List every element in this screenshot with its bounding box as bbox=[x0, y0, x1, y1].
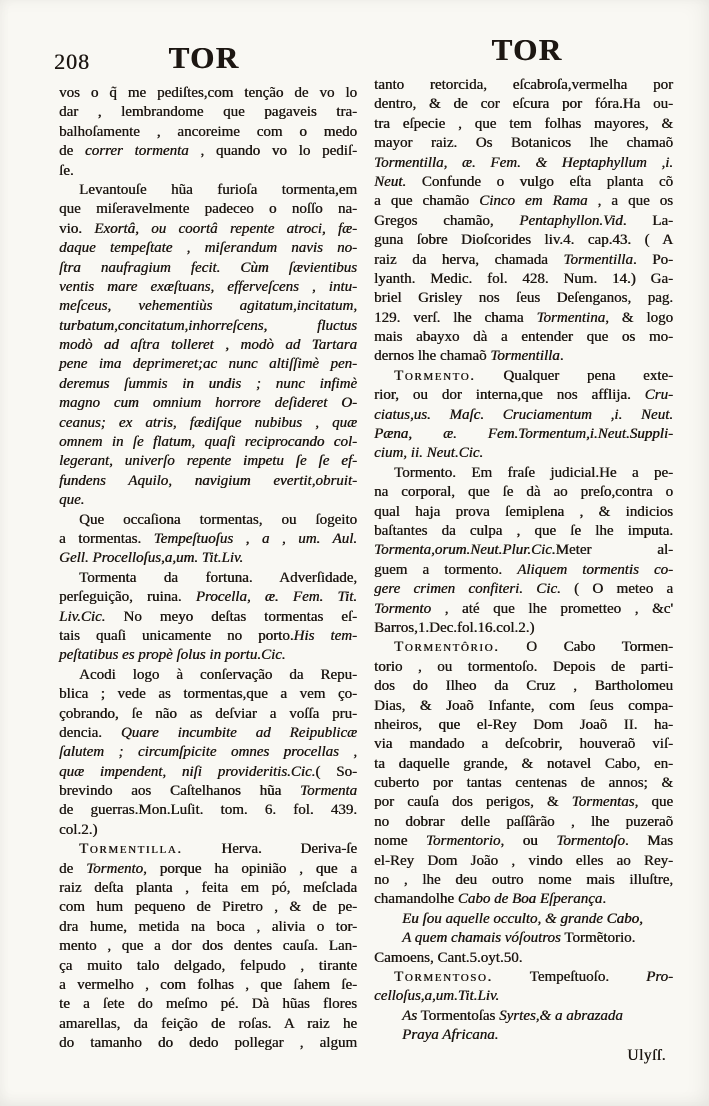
text-line: tra eſpecie , que tem folhas mayores, & bbox=[374, 115, 673, 132]
text-line: deremus ſummis in undis ; nunc infimè bbox=[59, 375, 357, 392]
text-line: a tormentas. Tempeſtuoſus , a , um. Aul. bbox=[59, 530, 357, 547]
text-line: mayor raiz. Os Botanicos lhe chamaõ bbox=[374, 135, 673, 152]
text-line: cium, ii. Neut.Cic. bbox=[374, 445, 484, 462]
text-line: turbatum,concitatum,inhorreſcens, fluctus bbox=[59, 317, 357, 334]
running-title-left: TOR bbox=[168, 40, 240, 75]
text-line: guem a tormento. Aliquem tormentis co- bbox=[374, 561, 674, 578]
column-left bbox=[59, 84, 357, 1054]
text-line: Dias, & Joaõ Infante, com ſeus compa- bbox=[374, 697, 673, 714]
text-line: ventis mare exæſtuans, efferveſcens , intu- bbox=[59, 278, 357, 295]
text-line: legerant, univerſo repente impetu ſe ſe ef- bbox=[59, 453, 357, 470]
text-line: chamandolhe Cabo de Boa Eſperança. bbox=[374, 891, 607, 908]
text-line: amarellas, da feição de roſas. A raiz he bbox=[59, 1015, 357, 1032]
text-line: Pæna, æ. Fem.Tormentum,i.Neut.Suppli- bbox=[374, 426, 673, 443]
text-line: brevindo aos Caſtelhanos hũa Tormenta bbox=[59, 783, 357, 800]
text-line: fundens Aquilo, navigium evertit,obruit- bbox=[59, 472, 357, 489]
text-line: dencia. Quare incumbite ad Reipublicæ bbox=[59, 724, 357, 741]
text-line: Neut. Confunde o vulgo eſta planta cõ bbox=[374, 173, 673, 190]
text-line: briel Grisley nos ſeus Deſenganos, pag. bbox=[374, 290, 673, 307]
text-line: Eu ſou aquelle occulto, & grande Cabo, bbox=[402, 910, 643, 927]
text-line: ta daquelle grande, & notavel Cabo, en- bbox=[374, 755, 673, 772]
text-line: daque tempeſtate , miſerandum navis no- bbox=[59, 240, 357, 257]
text-line: de correr tormenta , quando vo lo pediſ- bbox=[59, 143, 357, 160]
text-line: Levantouſe hũa furioſa tormenta,em bbox=[79, 181, 357, 198]
text-line: lyanth. Medic. fol. 428. Num. 14.) Ga- bbox=[374, 270, 673, 287]
text-line: baſtantes da culpa , que ſe lhe imputa. bbox=[374, 522, 673, 539]
text-line: Tormenta,orum.Neut.Plur.Cic.Meter al- bbox=[374, 542, 673, 559]
text-line: rior, ou dor interna,que nos afflija. Cru- bbox=[374, 387, 673, 404]
text-line: Acodi logo à conſervação da Repu- bbox=[79, 666, 357, 683]
text-line: Liv.Cic. No meyo deſtas tormentas eſ- bbox=[59, 608, 357, 625]
text-line: Barros,1.Dec.fol.16.col.2.) bbox=[374, 619, 535, 636]
text-line: Gregos chamão, Pentaphyllon.Vid. La- bbox=[374, 212, 673, 229]
text-line: via mandado a deſcobrir, houveraõ viſ- bbox=[374, 736, 673, 753]
text-line: Tormentilla, æ. Fem. & Heptaphyllum ,i. bbox=[374, 154, 673, 171]
text-line: qual haja prova ſemiplena , & indicios bbox=[374, 503, 673, 520]
text-line: mais abayxo dà a entender que os mo- bbox=[374, 329, 673, 346]
text-line: gere crimen confiteri. Cic. ( O meteo a bbox=[374, 581, 674, 598]
text-line: celloſus,a,um.Tit.Liv. bbox=[374, 988, 500, 1005]
text-line: dernos lhe chamaõ Tormentilla. bbox=[374, 348, 564, 365]
text-line: blica ; vede as tormentas,que a vem ço- bbox=[59, 686, 357, 703]
entry-headword: Tormentôrio. bbox=[394, 639, 500, 656]
text-line: vos o q̃ me pediſtes,com tenção de vo lo bbox=[59, 85, 357, 101]
text-line: vio. Exortâ, ou coortâ repente atroci, fæ- bbox=[59, 220, 358, 237]
text-line: Tormentôrio. O Cabo Tormen- bbox=[394, 639, 673, 656]
text-line: Tormento. Qualquer pena exte- bbox=[394, 367, 673, 384]
text-line: ceanus; ex atris, fædiſque nubibus , quæ bbox=[59, 414, 357, 431]
text-line: quæ impendent, niſi provideritis.Cic.( So- bbox=[59, 763, 357, 780]
text-line: a vermelho , com folhas , que ſahem ſe- bbox=[59, 976, 357, 993]
entry-headword: Tormentilla. bbox=[79, 841, 183, 858]
text-line: Gell. Procelloſus,a,um. Tit.Liv. bbox=[59, 550, 244, 567]
text-line: cuberto por tantas centenas de annos; & bbox=[374, 775, 673, 792]
text-line: dra hume, metida na boca , alivia o tor- bbox=[59, 918, 357, 935]
text-line: no , lhe deu outro nome mais illuſtre, bbox=[374, 872, 673, 889]
text-line: Camoens, Cant.5.oyt.50. bbox=[374, 949, 523, 966]
text-line: As Tormentoſas Syrtes,& a abrazada bbox=[402, 1007, 623, 1024]
text-line: ſalutem ; circumſpicite omnes procellas , bbox=[59, 744, 357, 761]
text-line: Tormento , até que lhe prometteo , &c' bbox=[374, 600, 673, 617]
text-line: dos do Ilheo da Cruz , Bartholomeu bbox=[374, 678, 673, 695]
text-line: col.2.) bbox=[59, 821, 98, 838]
text-line: Tormentoso. Tempeſtuoſo. Pro- bbox=[394, 968, 673, 985]
text-line: raiz deſta planta , feita em pó, meſclada bbox=[59, 880, 357, 897]
text-line: A quem chamais vóſoutros Tormẽtorio. bbox=[402, 930, 636, 947]
text-line: Praya Africana. bbox=[402, 1027, 499, 1044]
text-line: çobrando, ſe não as deſviar a voſſa pru- bbox=[59, 705, 357, 722]
text-line: que miſeravelmente padeceo o noſſo na- bbox=[59, 201, 357, 218]
running-title-right: TOR bbox=[491, 32, 563, 67]
text-line: Que occaſiona tormentas, ou ſogeito bbox=[79, 511, 357, 528]
text-line: por cauſa dos perigos, & Tormentas, que bbox=[374, 794, 673, 811]
text-line: de Tormento, porque ha opinião , que a bbox=[59, 860, 357, 877]
catchword: Ulyſſ. bbox=[627, 1047, 666, 1064]
text-line: ça muito talo delgado, felpudo , tirante bbox=[59, 957, 357, 974]
text-line: modò ad aſtra tolleret , modò ad Tartara bbox=[59, 337, 357, 354]
text-line: tanto retorcida, eſcabroſa,vermelha por bbox=[374, 77, 673, 93]
text-line: el-Rey Dom João , vindo elles ao Rey- bbox=[374, 852, 673, 869]
text-line: ſe. bbox=[59, 162, 74, 179]
text-line: ciatus,us. Maſc. Cruciamentum ,i. Neut. bbox=[374, 406, 673, 423]
text-line: ſtra naufragium fecit. Cùm ſævientibus bbox=[59, 259, 357, 276]
text-line: raiz da herva, chamada Tormentilla. Po- bbox=[374, 251, 674, 268]
text-line: Tormentilla. Herva. Deriva-ſe bbox=[79, 841, 357, 858]
text-line: de guerras.Mon.Luſit. tom. 6. fol. 439. bbox=[59, 802, 357, 819]
text-line: a que chamão Cinco em Rama , a que os bbox=[374, 193, 673, 210]
text-line: mento , que a dor dos dentes cauſa. Lan- bbox=[59, 938, 357, 955]
text-line: peſtatibus es propè ſolus in portu.Cic. bbox=[59, 647, 286, 664]
text-line: dar , lembrandome que pagaveis tra- bbox=[59, 104, 357, 121]
text-line: Tormenta da fortuna. Adverſidade, bbox=[79, 569, 357, 586]
text-line: magno cum omnium horrore deſideret O- bbox=[59, 395, 357, 412]
text-line: que. bbox=[59, 492, 85, 509]
text-line: nome Tormentorio, ou Tormentoſo. Mas bbox=[374, 833, 673, 850]
entry-headword: Tormento. bbox=[394, 367, 476, 384]
text-line: tais quaſi unicamente no porto.His tem- bbox=[59, 627, 357, 644]
text-line: com hum pequeno de Piretro , & de pe- bbox=[59, 899, 357, 916]
text-line: omnem in ſe flatum, quaſi reciprocando col- bbox=[59, 434, 357, 451]
column-right bbox=[374, 76, 673, 1046]
text-line: no dobrar delle paſſârão , lhe puzeraõ bbox=[374, 813, 673, 830]
text-line: Tormento. Em fraſe judicial.He a pe- bbox=[394, 464, 673, 481]
text-line: 129. verſ. lhe chama Tormentina, & logo bbox=[374, 309, 673, 326]
text-line: pene ima deprimeret;ac nunc altiſſimè pen- bbox=[59, 356, 357, 373]
text-line: balhoſamente , ancoreime com o medo bbox=[59, 123, 357, 140]
entry-headword: Tormentoso. bbox=[394, 968, 493, 985]
text-line: torio , ou tormentoſo. Depois de parti- bbox=[374, 658, 673, 675]
text-line: te a ſete do meſmo pé. Dà hũas flores bbox=[59, 996, 357, 1013]
page-number: 208 bbox=[54, 49, 90, 74]
text-line: dentro, & de cor eſcura por fóra.Ha ou- bbox=[374, 96, 673, 113]
text-line: na corporal, que ſe dà ao preſo,contra o bbox=[374, 484, 673, 501]
text-line: meſceus, vehementiùs agitatum,incitatum, bbox=[59, 298, 357, 315]
text-line: do tamanho do dedo pollegar , algum bbox=[59, 1035, 357, 1052]
text-line: nheiros, que el-Rey Dom Joaõ II. ha- bbox=[374, 716, 673, 733]
text-line: perſeguição, ruina. Procella, æ. Fem. Tit. bbox=[59, 589, 358, 606]
text-line: guna ſobre Dioſcorides liv.4. cap.43. ( A bbox=[374, 232, 673, 249]
